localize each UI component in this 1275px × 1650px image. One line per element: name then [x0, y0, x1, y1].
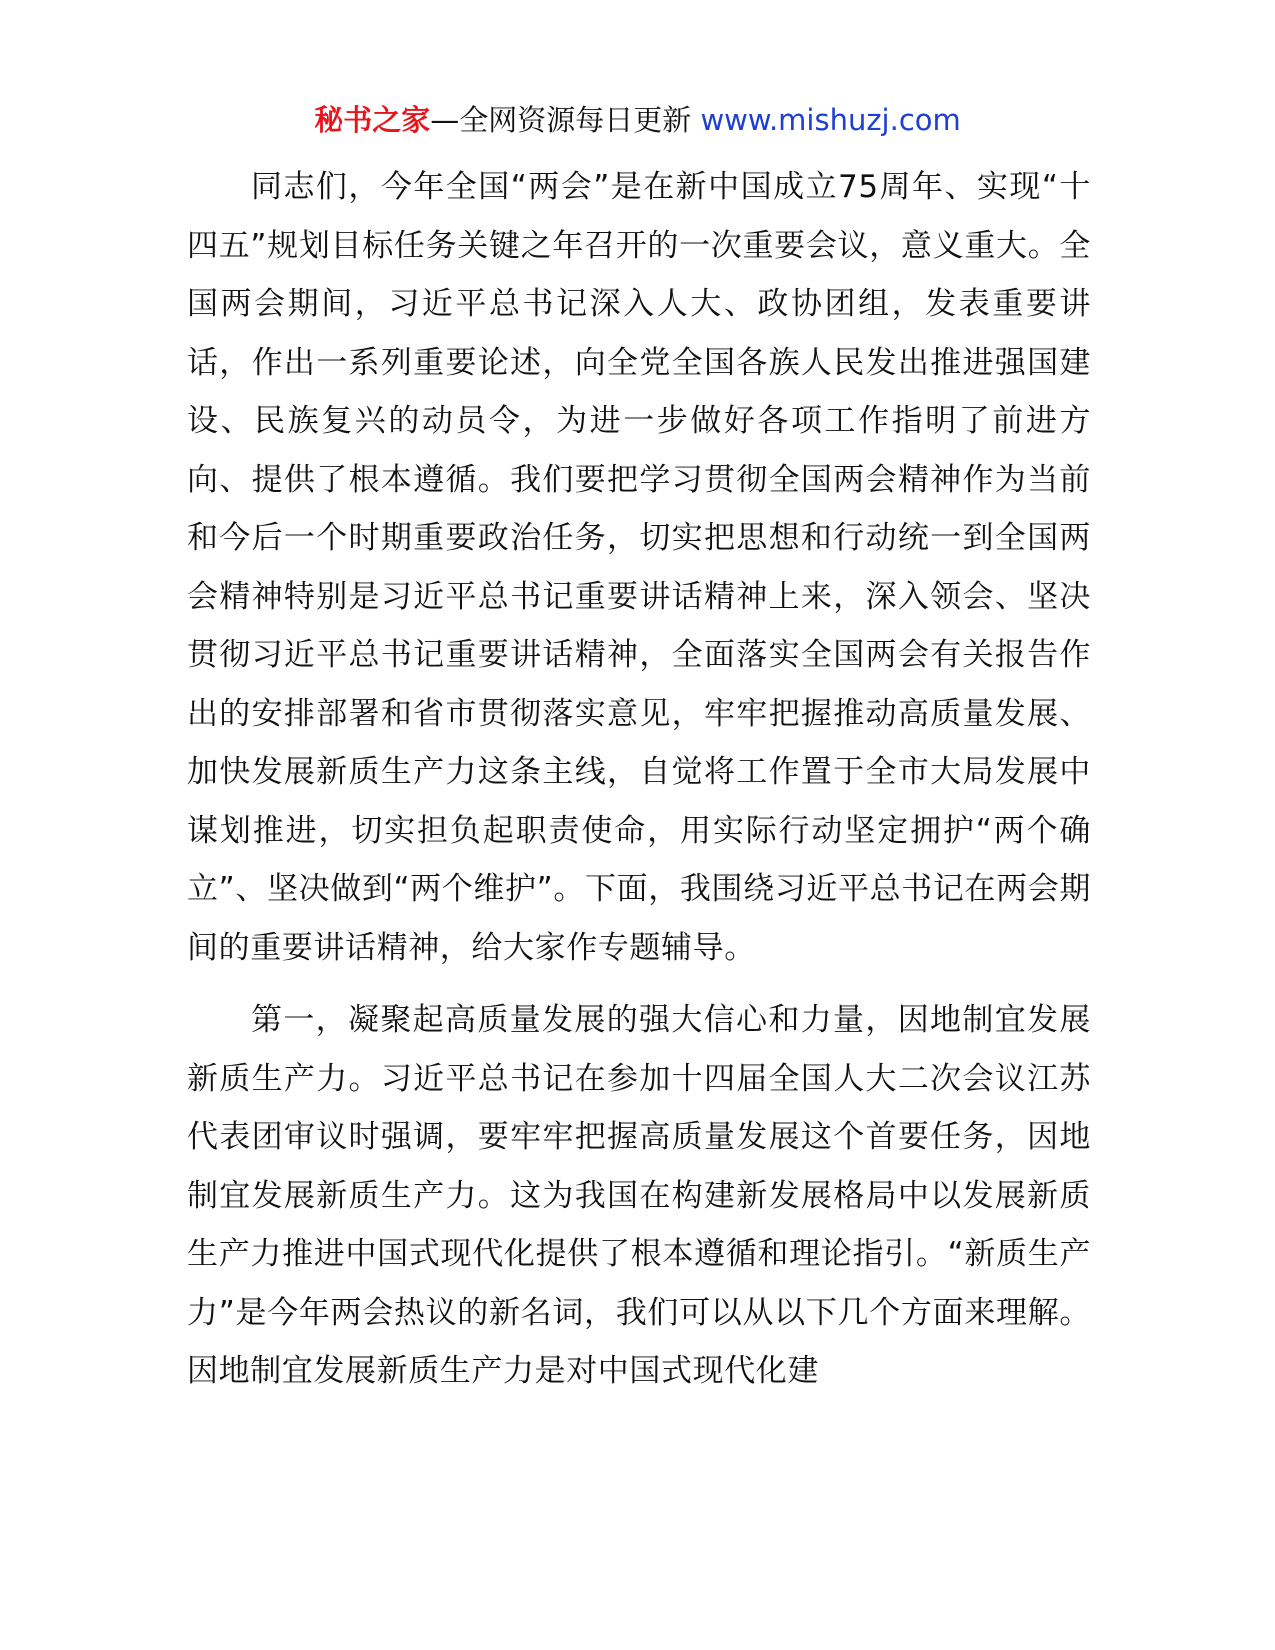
document-body	[187, 158, 1091, 1401]
brand-name: 秘书之家	[314, 103, 431, 137]
paragraph-intro: 同志们，今年全国“两会”是在新中国成立75周年、实现“十四五”规划目标任务关键之年召开的一次重要会议，意义重大。全国两会期间，习近平总书记深入人大、政协团组，发表重要讲话，作出一系列重要论述，向全党全国各族人民发出推进强国建设、民族复兴的动员令，为进一步做好各项工作指明了前进方向、提供了根本遵循。我们要把学习贯彻全国两会精神作为当前和今后一个时期重要政治任务，切实把思想和行动统一到全国两会精神特别是习近平总书记重要讲话精神上来，深入领会、坚决贯彻习近平总书记重要讲话精神，全面落实全国两会有关报告作出的安排部署和省市贯彻落实意见，牢牢把握推动高质量发展、加快发展新质生产力这条主线，自觉将工作置于全市大局发展中谋划推进，切实担负起职责使命，用实际行动坚定拥护“两个确立”、坚决做到“两个维护”。下面，我围绕习近平总书记在两会期间的重要讲话精神，给大家作专题辅导。	[187, 169, 1091, 966]
site-header	[0, 100, 1275, 140]
header-tagline: —全网资源每日更新	[430, 103, 692, 137]
paragraph-first-point: 第一，凝聚起高质量发展的强大信心和力量，因地制宜发展新质生产力。习近平总书记在参加十四届全国人大二次会议江苏代表团审议时强调，要牢牢把握高质量发展这个首要任务，因地制宜发展新质生产力。这为我国在构建新发展格局中以发展新质生产力推进中国式现代化提供了根本遵循和理论指引。“新质生产力”是今年两会热议的新名词，我们可以从以下几个方面来理解。因地制宜发展新质生产力是对中国式现代化建	[187, 1002, 1091, 1389]
site-url[interactable]: www.mishuzj.com	[700, 103, 961, 137]
